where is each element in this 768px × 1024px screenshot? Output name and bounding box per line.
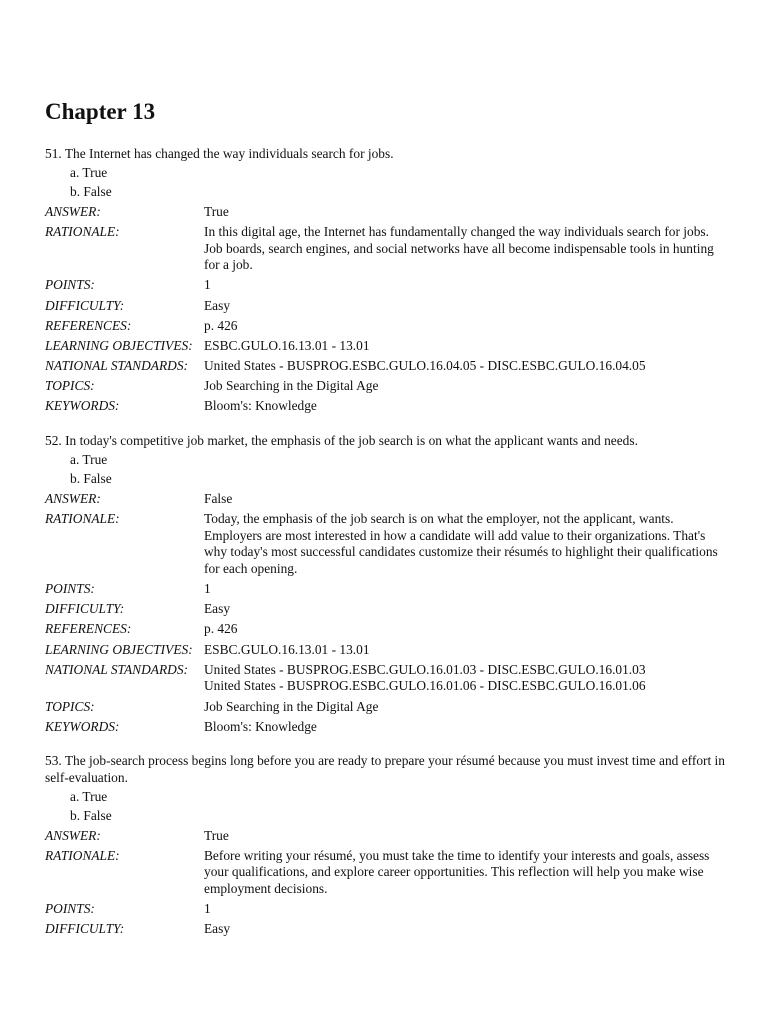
metadata-value-line: Easy — [204, 297, 231, 313]
metadata-value-line: Job Searching in the Digital Age — [204, 378, 379, 394]
metadata-label: DIFFICULTY: — [45, 921, 125, 937]
metadata-label: RATIONALE: — [45, 511, 120, 527]
metadata-value-line: True — [204, 827, 229, 843]
metadata-value-line: ESBC.GULO.16.13.01 - 13.01 — [204, 641, 370, 657]
metadata-value-line: United States - BUSPROG.ESBC.GULO.16.01.06 - DISC.ESBC.GULO.16.01.06 — [204, 678, 646, 694]
metadata-value — [204, 848, 728, 898]
metadata-row — [45, 398, 728, 415]
metadata-value-line: p. 426 — [204, 621, 238, 637]
metadata-value-line: False — [204, 490, 233, 506]
metadata-label: NATIONAL STANDARDS: — [45, 358, 188, 374]
metadata-value — [204, 277, 728, 294]
metadata-value-line: Easy — [204, 921, 231, 937]
metadata-label: POINTS: — [45, 901, 95, 917]
metadata-row — [45, 204, 728, 221]
metadata-row — [45, 224, 728, 274]
metadata-row — [45, 901, 728, 918]
question-block — [45, 753, 728, 938]
metadata-value — [204, 601, 728, 618]
answer-options — [70, 789, 728, 825]
metadata-value-line: Today, the emphasis of the job search is on what the employer, not the applicant, wants. Employers are most interested in how a candidate will add value to their organizations. That's why today's most successful candidates customize their résumés to highlight their qualifications for each opening. — [204, 511, 718, 576]
answer-options — [70, 165, 728, 201]
metadata-row — [45, 921, 728, 938]
metadata-value — [204, 204, 728, 221]
metadata-value — [204, 398, 728, 415]
metadata-label: DIFFICULTY: — [45, 297, 125, 313]
metadata-value — [204, 828, 728, 845]
metadata-value-line: Easy — [204, 601, 231, 617]
metadata-value — [204, 719, 728, 736]
metadata-value — [204, 699, 728, 716]
metadata-value-line: Bloom's: Knowledge — [204, 398, 317, 414]
answer-option: a. True — [70, 164, 108, 180]
metadata-value — [204, 642, 728, 659]
metadata-row — [45, 719, 728, 736]
metadata-value — [204, 358, 728, 375]
question-text: 52. In today's competitive job market, the emphasis of the job search is on what the applicant wants and needs. — [45, 433, 638, 449]
metadata-label: ANSWER: — [45, 827, 101, 843]
metadata-row — [45, 848, 728, 898]
metadata-label: LEARNING OBJECTIVES: — [45, 641, 193, 657]
metadata-label: POINTS: — [45, 581, 95, 596]
metadata-label: DIFFICULTY: — [45, 601, 125, 617]
metadata-value — [204, 511, 728, 577]
metadata-row — [45, 277, 728, 294]
metadata-label: RATIONALE: — [45, 847, 120, 863]
question-block — [45, 146, 728, 415]
metadata-row — [45, 581, 728, 598]
metadata-label: REFERENCES: — [45, 317, 132, 333]
metadata-value-line: Before writing your résumé, you must take the time to identify your interests and goals, assess your qualifications, and explore career opportunities. This reflection will help you make wise employment decisions. — [204, 847, 710, 897]
metadata-label: POINTS: — [45, 277, 95, 293]
metadata-value-line: Job Searching in the Digital Age — [204, 698, 379, 714]
metadata-row — [45, 601, 728, 618]
metadata-value — [204, 224, 728, 274]
metadata-value-line: 1 — [204, 901, 211, 917]
metadata-label: ANSWER: — [45, 203, 101, 219]
metadata-label: TOPICS: — [45, 378, 95, 394]
metadata-value-line: 1 — [204, 277, 211, 293]
metadata-value — [204, 901, 728, 918]
metadata-value — [204, 662, 728, 695]
metadata-label: ANSWER: — [45, 490, 101, 506]
metadata-value — [204, 581, 728, 598]
metadata-value — [204, 318, 728, 335]
metadata-value — [204, 491, 728, 508]
metadata-value — [204, 378, 728, 395]
question-list — [45, 146, 728, 938]
metadata-row — [45, 699, 728, 716]
question-text: 53. The job-search process begins long before you are ready to prepare your résumé because you must invest time and effort in self-evaluation. — [45, 753, 725, 785]
question-text: 51. The Internet has changed the way individuals search for jobs. — [45, 146, 394, 161]
metadata-label: LEARNING OBJECTIVES: — [45, 337, 193, 353]
answer-option: b. False — [70, 184, 112, 200]
chapter-title: Chapter 13 — [45, 99, 156, 124]
metadata-row — [45, 491, 728, 508]
metadata-value-line: United States - BUSPROG.ESBC.GULO.16.01.03 - DISC.ESBC.GULO.16.01.03 — [204, 661, 646, 677]
question-block — [45, 433, 728, 735]
answer-option: b. False — [70, 471, 112, 487]
metadata-value-line: 1 — [204, 581, 211, 596]
metadata-label: REFERENCES: — [45, 621, 132, 637]
metadata-label: NATIONAL STANDARDS: — [45, 661, 188, 677]
metadata-label: KEYWORDS: — [45, 718, 120, 734]
metadata-label: RATIONALE: — [45, 223, 120, 239]
metadata-value-line: ESBC.GULO.16.13.01 - 13.01 — [204, 337, 370, 353]
metadata-value — [204, 338, 728, 355]
metadata-value-line: United States - BUSPROG.ESBC.GULO.16.04.05 - DISC.ESBC.GULO.16.04.05 — [204, 358, 646, 374]
metadata-value — [204, 298, 728, 315]
metadata-value-line: True — [204, 203, 229, 219]
metadata-row — [45, 318, 728, 335]
metadata-row — [45, 828, 728, 845]
metadata-value — [204, 621, 728, 638]
metadata-value — [204, 921, 728, 938]
metadata-row — [45, 298, 728, 315]
metadata-row — [45, 642, 728, 659]
answer-option: a. True — [70, 451, 108, 467]
metadata-row — [45, 662, 728, 695]
metadata-row — [45, 378, 728, 395]
answer-option: a. True — [70, 788, 108, 804]
metadata-row — [45, 358, 728, 375]
metadata-row — [45, 338, 728, 355]
metadata-label: TOPICS: — [45, 698, 95, 714]
metadata-row — [45, 511, 728, 577]
metadata-row — [45, 621, 728, 638]
metadata-value-line: Bloom's: Knowledge — [204, 718, 317, 734]
answer-option: b. False — [70, 808, 112, 824]
metadata-value-line: p. 426 — [204, 317, 238, 333]
metadata-value-line: In this digital age, the Internet has fundamentally changed the way individuals search for jobs. Job boards, search engines, and social networks have all become indispensable tools in hunting for a job. — [204, 223, 714, 273]
answer-options — [70, 452, 728, 488]
metadata-label: KEYWORDS: — [45, 398, 120, 414]
